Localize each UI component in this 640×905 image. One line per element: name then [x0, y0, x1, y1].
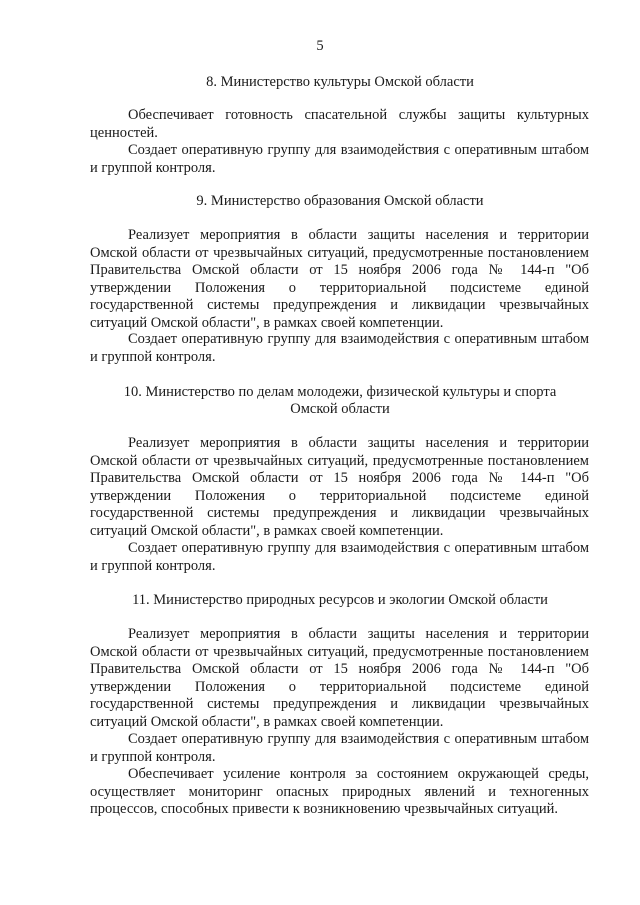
- page-number: 5: [316, 38, 324, 54]
- section-8-paragraph-1: Обеспечивает готовность спасательной службы защиты культурных ценностей.: [90, 107, 589, 141]
- section-9-paragraph-1: Реализует мероприятия в области защиты населения и территории Омской области от чрезвычайных ситуаций, предусмотренные постановлением Правительства Омской области от 15 ноября 2006 года № 144-п "Об утверждении Положения о территориальной подсистеме единой государственной системы предупреждения и ликвидации чрезвычайных ситуаций Омской области", в рамках своей компетенции.: [90, 227, 589, 331]
- section-10-heading-line-2: Омской области: [290, 401, 390, 417]
- section-10-paragraph-1: Реализует мероприятия в области защиты населения и территории Омской области от чрезвычайных ситуаций, предусмотренные постановлением Правительства Омской области от 15 ноября 2006 года № 144-п "Об утверждении Положения о территориальной подсистеме единой государственной системы предупреждения и ликвидации чрезвычайных ситуаций Омской области", в рамках своей компетенции.: [90, 435, 589, 539]
- section-9-heading: 9. Министерство образования Омской области: [196, 193, 484, 209]
- section-11-heading: 11. Министерство природных ресурсов и экологии Омской области: [132, 592, 548, 608]
- section-10-paragraph-2: Создает оперативную группу для взаимодействия с оперативным штабом и группой контроля.: [90, 540, 589, 574]
- section-8-heading: 8. Министерство культуры Омской области: [206, 74, 474, 90]
- section-9-paragraph-2: Создает оперативную группу для взаимодействия с оперативным штабом и группой контроля.: [90, 331, 589, 365]
- section-11-paragraph-1: Реализует мероприятия в области защиты населения и территории Омской области от чрезвычайных ситуаций, предусмотренные постановлением Правительства Омской области от 15 ноября 2006 года № 144-п "Об утверждении Положения о территориальной подсистеме единой государственной системы предупреждения и ликвидации чрезвычайных ситуаций Омской области", в рамках своей компетенции.: [90, 626, 589, 730]
- section-10-heading-line-1: 10. Министерство по делам молодежи, физической культуры и спорта: [123, 384, 557, 400]
- section-8-paragraph-2: Создает оперативную группу для взаимодействия с оперативным штабом и группой контроля.: [90, 142, 589, 176]
- section-11-paragraph-2: Создает оперативную группу для взаимодействия с оперативным штабом и группой контроля.: [90, 731, 589, 765]
- section-11-paragraph-3: Обеспечивает усиление контроля за состоянием окружающей среды, осуществляет мониторинг опасных природных явлений и техногенных процессов, способных привести к возникновению чрезвычайных ситуаций.: [90, 766, 589, 817]
